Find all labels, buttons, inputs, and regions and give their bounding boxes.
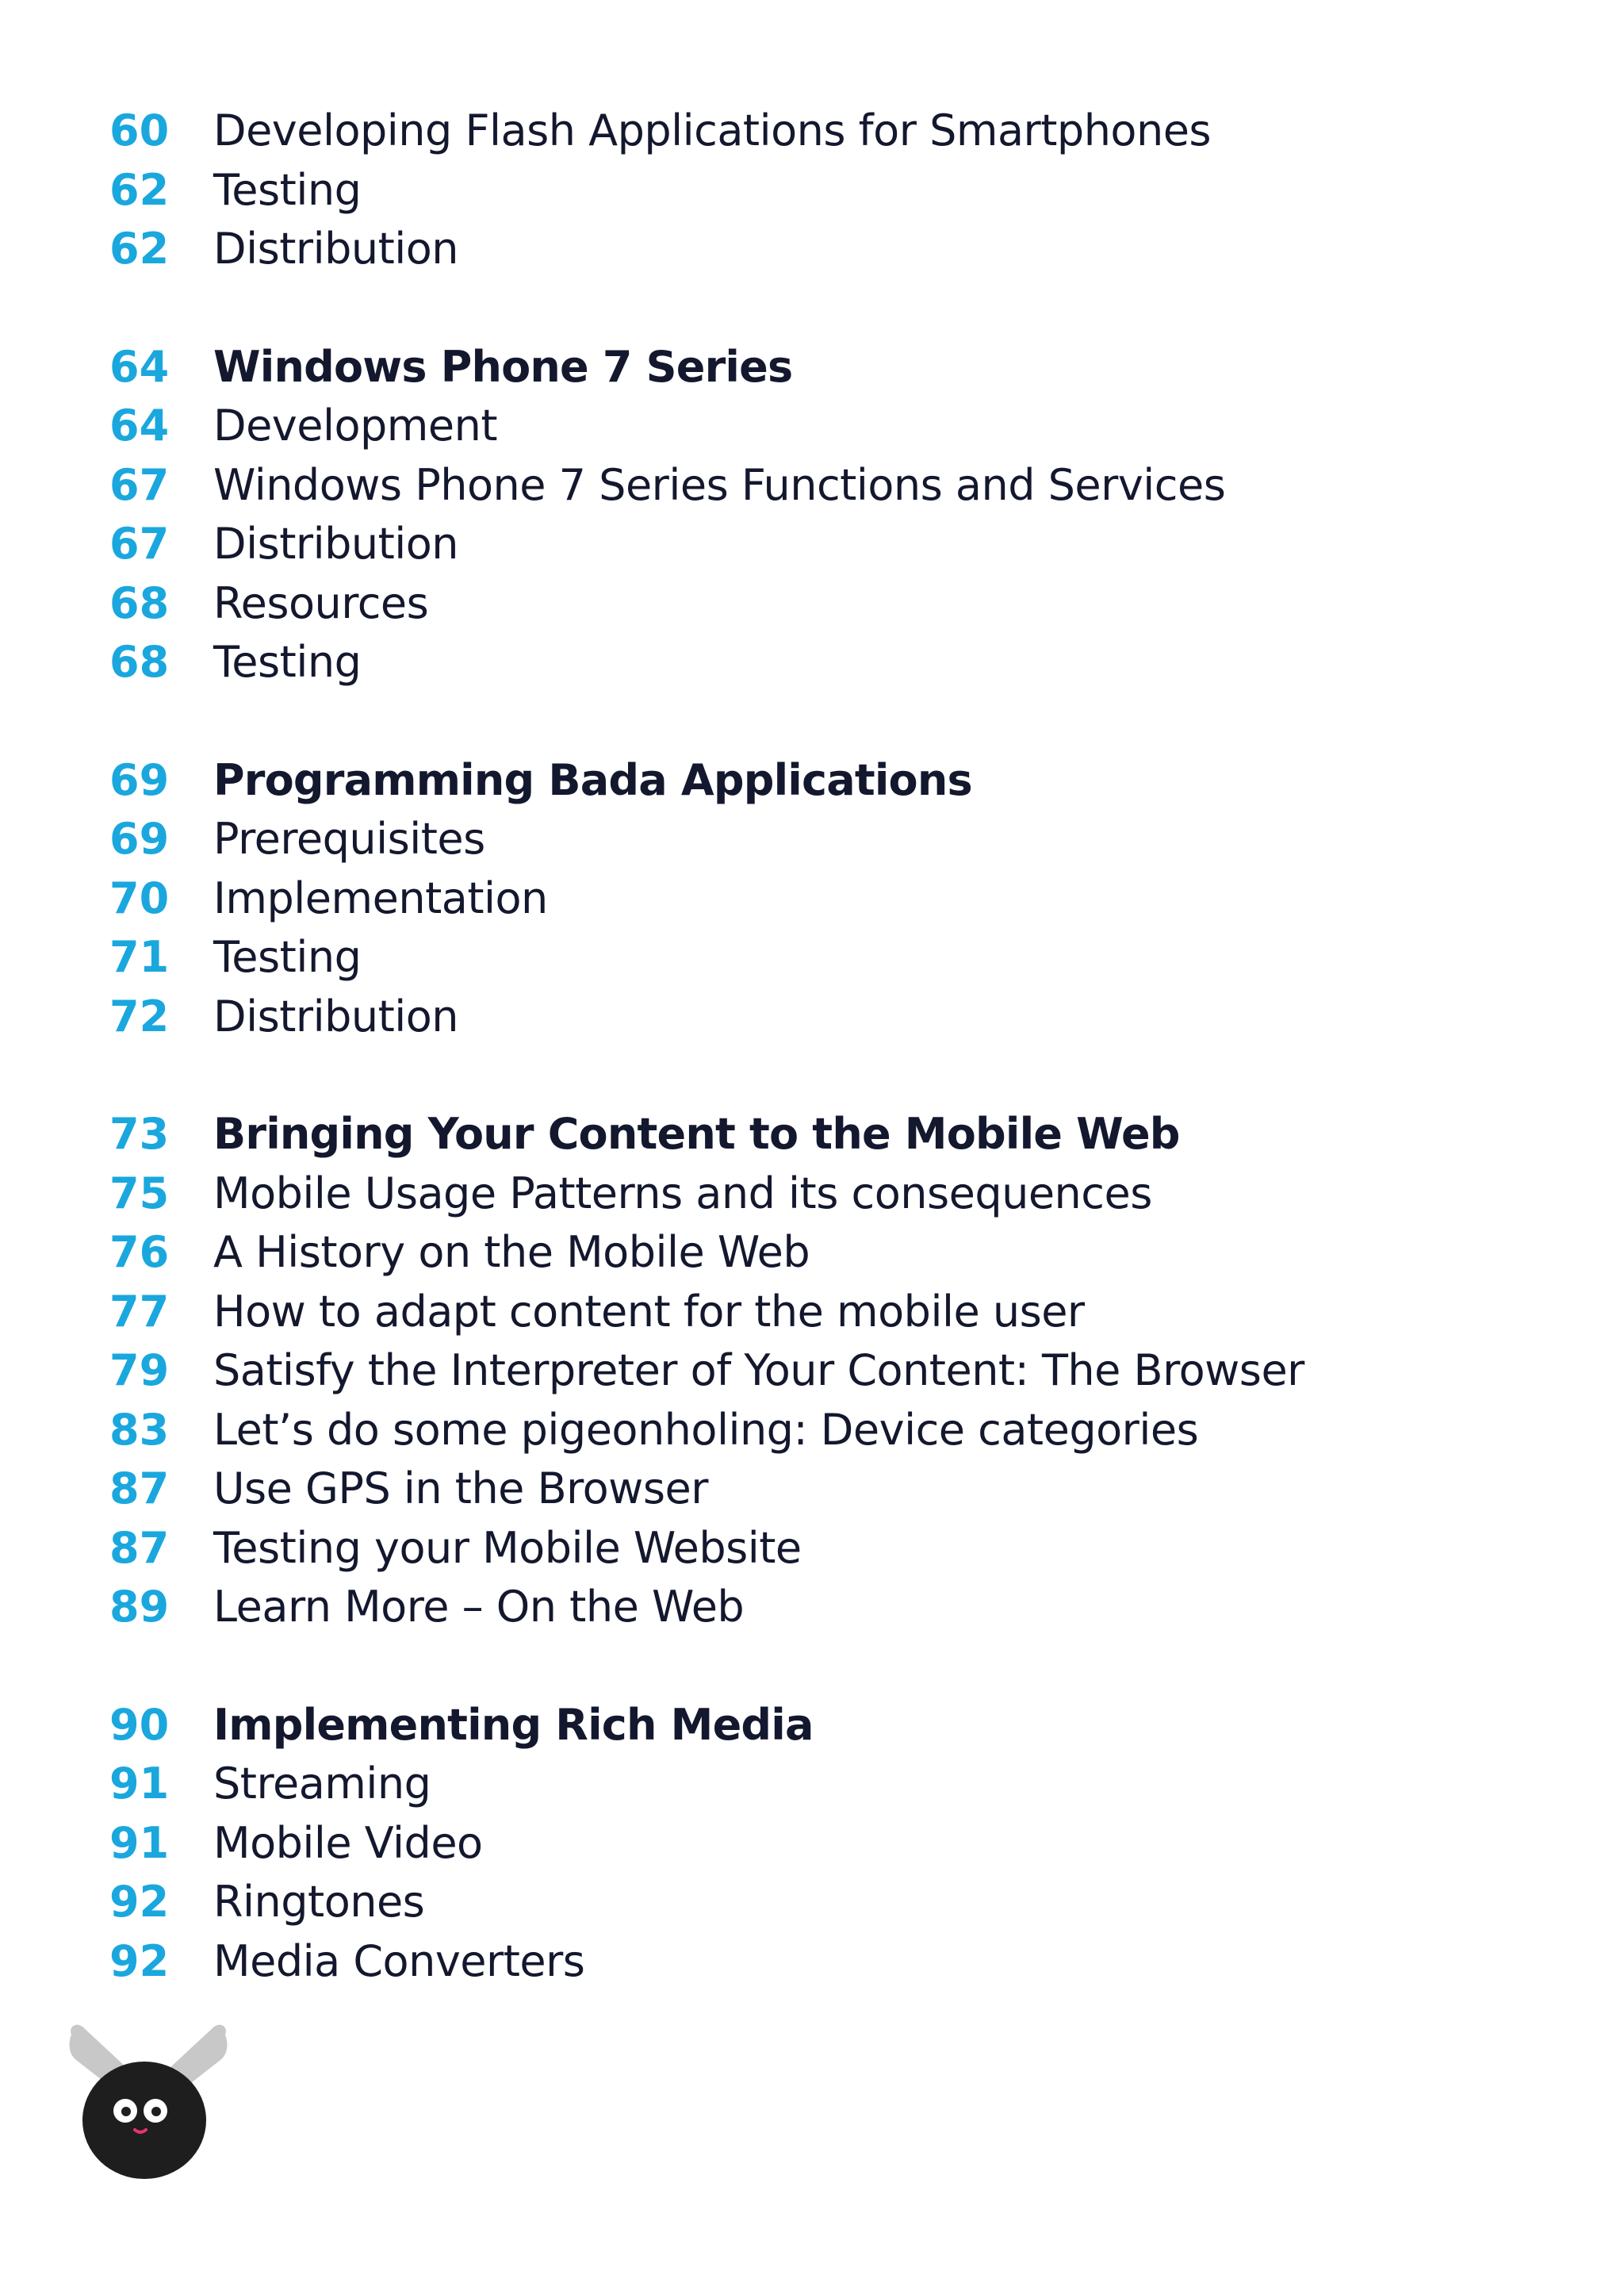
toc-heading-row (109, 338, 1537, 397)
toc-entry-row (109, 515, 1537, 574)
toc-section (109, 1696, 1537, 1992)
toc-entry-row (109, 1341, 1537, 1401)
toc-entry-row (109, 397, 1537, 456)
page-number: 67 (109, 519, 170, 569)
page-number: 71 (109, 932, 170, 982)
toc-heading-row (109, 1696, 1537, 1755)
section-title: Media Converters (213, 1935, 585, 1986)
page-number: 89 (109, 1582, 170, 1632)
page-number: 62 (109, 164, 170, 215)
section-title: Resources (213, 577, 429, 628)
toc-entry-row (109, 220, 1537, 279)
section-title: Testing your Mobile Website (213, 1522, 802, 1573)
page-number: 87 (109, 1463, 170, 1513)
section-title: Prerequisites (213, 814, 485, 864)
page-number: 77 (109, 1286, 170, 1337)
page-number: 64 (109, 401, 170, 451)
section-title: Testing (213, 637, 362, 687)
toc-entry-row (109, 928, 1537, 988)
page-number: 92 (109, 1877, 170, 1927)
toc-entry-row (109, 1164, 1537, 1224)
section-title: Mobile Usage Patterns and its consequences (213, 1168, 1152, 1218)
chapter-title: Bringing Your Content to the Mobile Web (213, 1109, 1180, 1159)
toc-entry-row (109, 633, 1537, 692)
page-number: 60 (109, 105, 170, 155)
page-number: 92 (109, 1935, 170, 1986)
page-number: 79 (109, 1345, 170, 1395)
page-number: 91 (109, 1759, 170, 1809)
page-number: 90 (109, 1699, 170, 1750)
toc-entry-row (109, 1223, 1537, 1283)
page-number: 83 (109, 1404, 170, 1455)
toc-section (109, 102, 1537, 279)
section-title: Satisfy the Interpreter of Your Content: The Browser (213, 1345, 1304, 1395)
chapter-title: Windows Phone 7 Series (213, 341, 793, 392)
toc-entry-row (109, 1578, 1537, 1637)
toc-entry-row (109, 1283, 1537, 1342)
page-number: 68 (109, 637, 170, 687)
page-number: 70 (109, 873, 170, 923)
section-title: Ringtones (213, 1877, 425, 1927)
right-pupil (151, 2107, 161, 2116)
chapter-title: Implementing Rich Media (213, 1699, 814, 1750)
page-number: 68 (109, 577, 170, 628)
toc-heading-row (109, 751, 1537, 811)
toc-entry-row (109, 869, 1537, 929)
table-of-contents (109, 102, 1537, 2050)
section-title: How to adapt content for the mobile user (213, 1286, 1085, 1337)
section-title: Windows Phone 7 Series Functions and Services (213, 459, 1226, 510)
toc-entry-row (109, 161, 1537, 221)
mascot-body (82, 2062, 206, 2179)
page-number: 64 (109, 341, 170, 392)
page-number: 72 (109, 991, 170, 1041)
left-pupil (121, 2107, 131, 2116)
section-title: Let’s do some pigeonholing: Device categories (213, 1404, 1199, 1455)
page-number: 69 (109, 814, 170, 864)
page-number: 75 (109, 1168, 170, 1218)
toc-section (109, 1105, 1537, 1637)
page-number: 67 (109, 459, 170, 510)
page-number: 73 (109, 1109, 170, 1159)
chapter-title: Programming Bada Applications (213, 754, 972, 805)
page-number: 87 (109, 1522, 170, 1573)
page-number: 76 (109, 1227, 170, 1277)
section-title: Learn More – On the Web (213, 1582, 745, 1632)
toc-entry-row (109, 988, 1537, 1047)
section-title: Developing Flash Applications for Smartphones (213, 105, 1212, 155)
toc-entry-row (109, 1873, 1537, 1932)
section-title: Use GPS in the Browser (213, 1463, 708, 1513)
toc-entry-row (109, 810, 1537, 869)
toc-entry-row (109, 1519, 1537, 1578)
page-number: 62 (109, 224, 170, 274)
toc-entry-row (109, 1932, 1537, 1992)
section-title: Testing (213, 164, 362, 215)
section-title: Streaming (213, 1759, 431, 1809)
section-title: Development (213, 401, 498, 451)
section-title: Testing (213, 932, 362, 982)
page-number: 91 (109, 1817, 170, 1868)
toc-section (109, 338, 1537, 692)
page-number: 69 (109, 754, 170, 805)
section-title: A History on the Mobile Web (213, 1227, 810, 1277)
toc-entry-row (109, 1460, 1537, 1519)
toc-entry-row (109, 102, 1537, 161)
toc-entry-row (109, 1401, 1537, 1460)
section-title: Distribution (213, 991, 459, 1041)
section-title: Distribution (213, 224, 459, 274)
toc-entry-row (109, 1814, 1537, 1874)
toc-entry-row (109, 1755, 1537, 1814)
section-title: Implementation (213, 873, 548, 923)
section-title: Distribution (213, 519, 459, 569)
toc-heading-row (109, 1105, 1537, 1164)
toc-entry-row (109, 456, 1537, 516)
section-title: Mobile Video (213, 1817, 483, 1868)
toc-section (109, 751, 1537, 1047)
winged-mascot-icon (65, 2019, 232, 2185)
toc-entry-row (109, 574, 1537, 634)
